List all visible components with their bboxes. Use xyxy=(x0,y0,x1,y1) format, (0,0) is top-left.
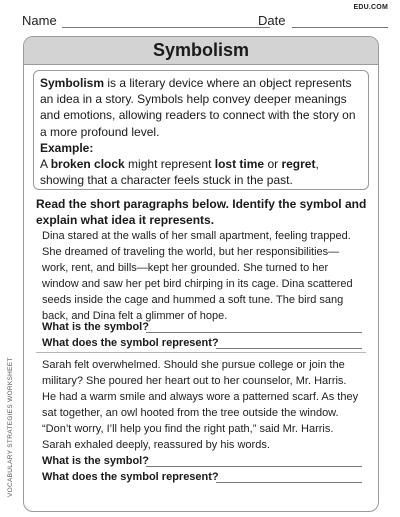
definition-text xyxy=(40,75,362,140)
worksheet-title: Symbolism xyxy=(24,37,378,65)
name-date-row xyxy=(22,13,388,33)
answer-line[interactable] xyxy=(216,348,362,349)
definition-box xyxy=(33,70,369,190)
worksheet-card xyxy=(23,36,379,512)
passage-text: Sarah felt overwhelmed. Should she pursue college or join the military? She poured her heart out to her counselor, Mr. Harris. He had a warm smile and always wore a patterned scarf. As they sat together, an owl hooted from the tree outside the window. “Don’t worry, I’ll help you find the right path,” said Mr. Harris. Sarah exhaled deeply, reassured by his words. xyxy=(42,359,359,451)
name-line[interactable] xyxy=(62,27,270,28)
date-label: Date xyxy=(258,13,286,28)
example-heading: Example: xyxy=(40,140,94,155)
instructions: Read the short paragraphs below. Identify the symbol and explain what idea it represents. xyxy=(36,197,367,227)
answer-line[interactable] xyxy=(146,332,362,333)
question-label: What is the symbol? xyxy=(42,455,149,467)
name-label: Name xyxy=(22,13,57,28)
definition-body: is a literary device where an object represents an idea in a story. Symbols help convey deeper meanings and emotions, allowing readers to connect with the story on a more profound level. xyxy=(40,76,356,139)
answer-line[interactable] xyxy=(146,466,362,467)
side-category-label: VOCABULARY STRATEGIES WORKSHEET xyxy=(7,357,14,497)
question-label: What is the symbol? xyxy=(42,321,149,333)
question-label: What does the symbol represent? xyxy=(42,471,219,483)
example-object: broken clock xyxy=(50,157,125,172)
date-line[interactable] xyxy=(292,27,388,28)
answer-line[interactable] xyxy=(216,482,362,483)
example-idea-2: regret xyxy=(281,157,316,172)
question-label: What does the symbol represent? xyxy=(42,337,219,349)
passage-2 xyxy=(42,357,362,453)
section-divider xyxy=(36,352,366,353)
passage-text: Dina stared at the walls of her small apartment, feeling trapped. She dreamed of traveling the world, but her responsibilities—work, rent, and bills—kept her grounded. She turned to her window and saw her pet bird chirping in its cage. Dina scattered seeds inside the cage and hummed a soft tune. The bird sang back, and Dina felt a glimmer of hope. xyxy=(42,230,353,322)
definition-term: Symbolism xyxy=(40,76,105,90)
example-idea-1: lost time xyxy=(214,157,265,172)
example-text: A broken clock might represent lost time or regret, showing that a character feels stuck in the past. xyxy=(40,157,319,188)
brand-logo: EDU.COM xyxy=(353,4,388,11)
passage-1 xyxy=(42,228,362,324)
